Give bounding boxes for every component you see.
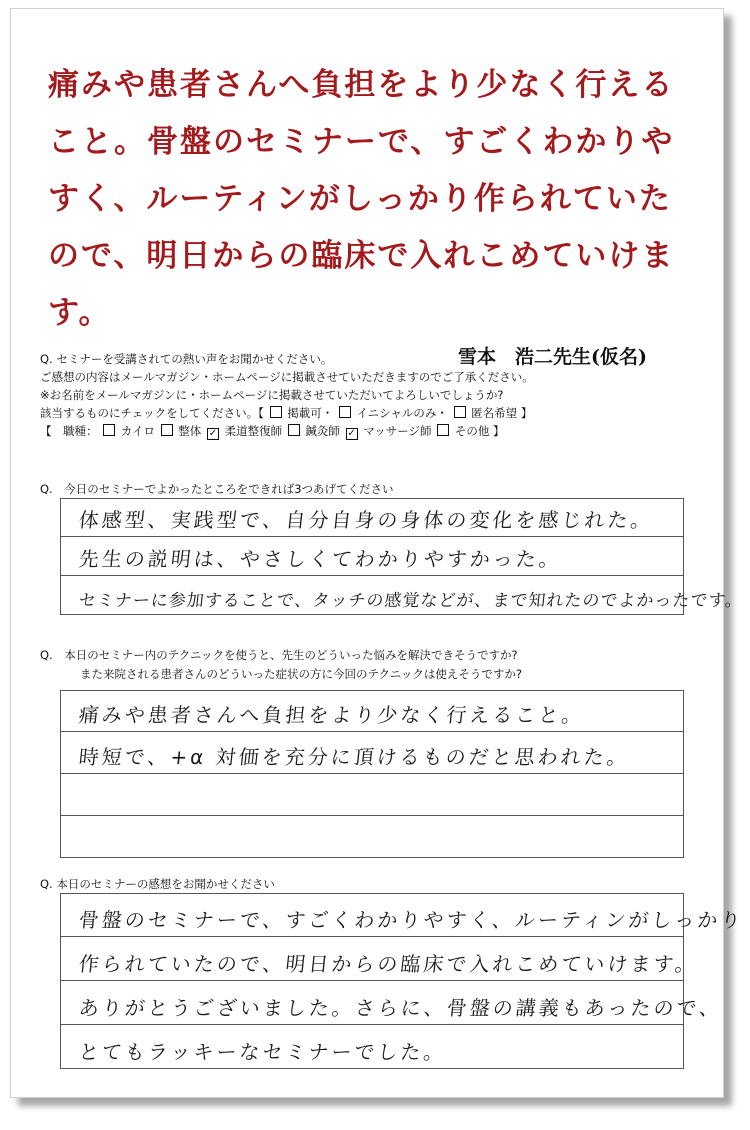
publish-consent-row: 該当するものにチェックをしてください。【 掲載可・ イニシャルのみ・ 匿名希望 】 [40, 406, 533, 420]
answer-line [61, 816, 683, 858]
question-label: Q. 本日のセミナーの感想をお聞かせください [40, 877, 275, 891]
answer-line [61, 774, 683, 816]
answer-line [61, 690, 683, 732]
question-heading: Q. セミナーを受講されての熱い声をお聞かせください。 [40, 352, 333, 366]
notice-text: ご感想の内容はメールマガジン・ホームページに掲載させていただきますのでご了承ください。 [40, 370, 534, 384]
headline-line: ので、明日からの臨床で入れこめていけま [48, 238, 675, 274]
handwritten-answer: ありがとうございました。さらに、骨盤の講義もあったので、 [77, 996, 724, 1020]
shinkyu-checkbox[interactable] [288, 424, 300, 436]
answer-line [61, 981, 724, 1025]
handwritten-answer: 作られていたので、明日からの臨床で入れこめていけます。 [77, 952, 700, 976]
answer-line [61, 498, 683, 537]
handwritten-answer: 骨盤のセミナーで、すごくわかりやすく、ルーティンがしっかり [77, 908, 745, 932]
judo-checkbox[interactable] [207, 428, 219, 440]
publish-checkbox[interactable] [270, 406, 282, 418]
answer-line [61, 537, 683, 576]
job-type-row: 【 職種： カイロ 整体 ✓ 柔道整復師 鍼灸師 ✓ マッサージ師 その他 】 [40, 424, 505, 439]
handwritten-answer: 先生の説明は、やさしくてわかりやすかった。 [77, 547, 564, 571]
massage-checkbox[interactable] [346, 428, 358, 440]
handwritten-answer: セミナーに参加することで、タッチの感覚などが、まで知れたのでよかったです。 [77, 591, 745, 611]
answer-line [61, 893, 745, 937]
question-label: また来院される患者さんのどういった症状の方に今回のテクニックは使えそうですか? [80, 667, 522, 681]
answer-line [61, 576, 745, 615]
survey-header [40, 350, 700, 440]
headline-line: こと。骨盤のセミナーで、すごくわかりや [48, 124, 675, 160]
anonymous-checkbox[interactable] [454, 406, 466, 418]
question-label: Q. 本日のセミナー内のテクニックを使うと、先生のどういった悩みを解決できそうですか? [40, 648, 518, 662]
handwritten-answer: 痛みや患者さんへ負担をより少なく行えること。 [77, 703, 586, 727]
chiro-checkbox[interactable] [103, 424, 115, 436]
initial-checkbox[interactable] [339, 406, 351, 418]
answer-box-q1 [60, 498, 745, 615]
other-checkbox[interactable] [437, 424, 449, 436]
handwritten-answer: 体感型、実践型で、自分自身の身体の変化を感じれた。 [77, 508, 655, 532]
headline-line: す。 [48, 295, 112, 331]
notice-text: ※お名前をメールマガジンに・ホームページに掲載させていただいてよろしいでしょうか? [40, 388, 504, 402]
handwritten-answer: 時短で、+α 対価を充分に頂けるものだと思われた。 [77, 745, 632, 769]
headline-line: 痛みや患者さんへ負担をより少なく行える [48, 67, 675, 103]
answer-line [61, 937, 700, 981]
question-label: Q. 今日のセミナーでよかったところをできれば3つあげてください [40, 482, 394, 496]
answer-line [61, 1025, 683, 1069]
check-mark-icon: ✓ [208, 428, 218, 439]
answer-box-q2 [60, 690, 684, 858]
testimonial-headline [48, 57, 688, 342]
answer-box-q3 [60, 893, 745, 1069]
seitai-checkbox[interactable] [161, 424, 173, 436]
headline-line: すく、ルーティンがしっかり作られていた [48, 181, 672, 217]
handwritten-answer: とてもラッキーなセミナーでした。 [77, 1040, 448, 1064]
answer-line [61, 732, 683, 774]
check-mark-icon: ✓ [347, 428, 356, 439]
author-name: 雪本 浩二先生(仮名) [458, 346, 647, 368]
